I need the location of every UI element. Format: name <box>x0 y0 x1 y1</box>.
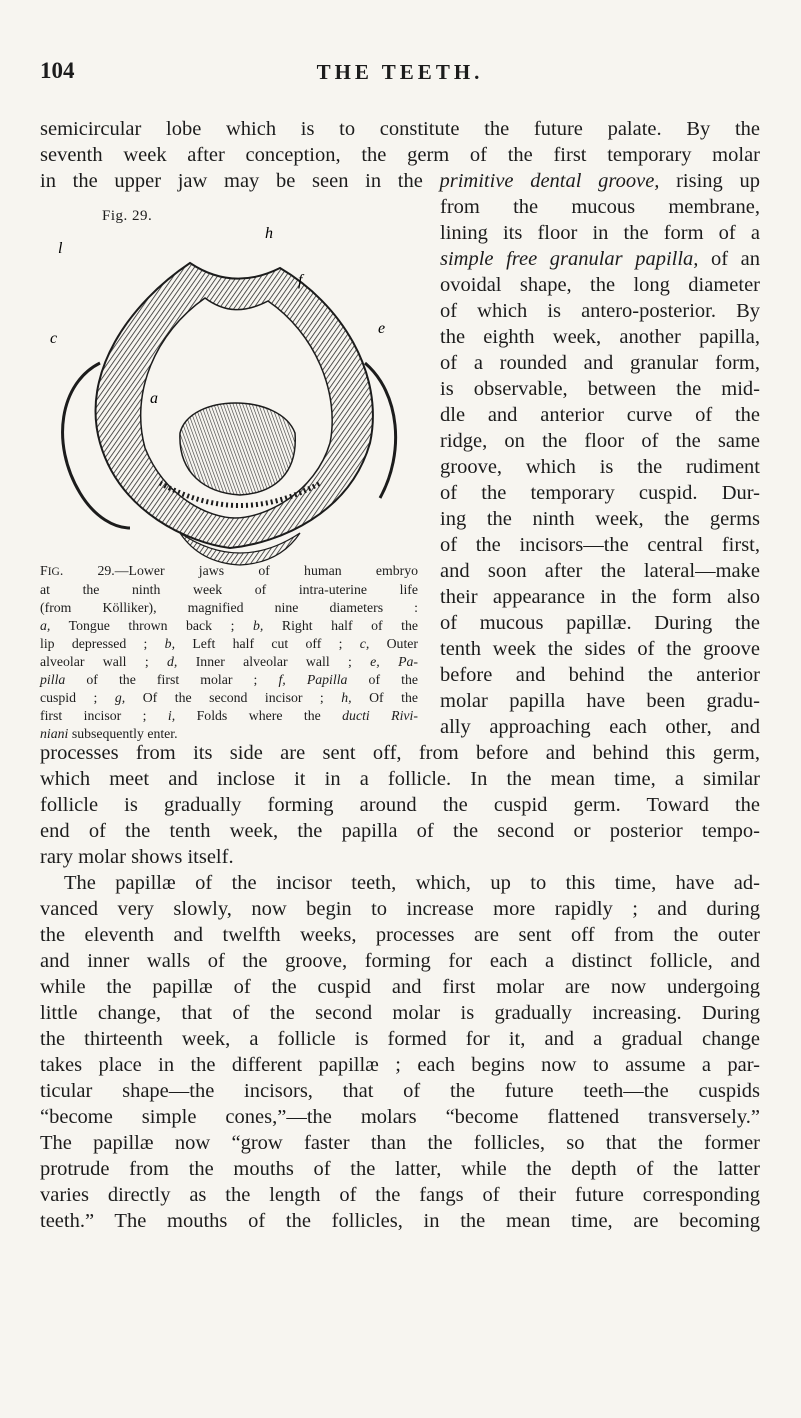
text-line: of a rounded and granular form, <box>440 352 760 374</box>
page-header <box>40 58 760 86</box>
text-line: teeth.” The mouths of the follicles, in the mean time, are becoming <box>40 1210 760 1232</box>
text-line: semicircular lobe which is to constitute the future palate. By the <box>40 118 760 140</box>
page-number: 104 <box>40 58 75 83</box>
figure-caption <box>40 562 418 743</box>
text-line: little change, that of the second molar is gradually increasing. During <box>40 1002 760 1024</box>
figure-label: Fig. 29. <box>102 208 153 224</box>
caption-line: FIG. 29.—Lower jaws of human embryo <box>40 563 418 578</box>
letter-e: e <box>378 320 386 337</box>
text-line: “become simple cones,”—the molars “become flattened transversely.” <box>40 1106 760 1128</box>
text-line: in the upper jaw may be seen in the primitive dental groove, rising up <box>40 170 760 192</box>
text-line: processes from its side are sent off, from before and behind this germ, <box>40 742 760 764</box>
caption-line: alveolar wall ; d, Inner alveolar wall ; e, Pa- <box>40 654 418 669</box>
text-line: The papillæ now “grow faster than the follicles, so that the former <box>40 1132 760 1154</box>
text-line: and soon after the lateral—make <box>440 560 760 582</box>
caption-line: lip depressed ; b, Left half cut off ; c, Outer <box>40 636 418 651</box>
text-line: follicle is gradually forming around the cuspid germ. Toward the <box>40 794 760 816</box>
text-line: of which is antero-posterior. By <box>440 300 760 322</box>
text-line: the eleventh and twelfth weeks, processes are sent off from the outer <box>40 924 760 946</box>
text-line: vanced very slowly, now begin to increase more rapidly ; and during <box>40 898 760 920</box>
text-line: dle and anterior curve of the <box>440 404 760 426</box>
text-line: groove, which is the rudiment <box>440 456 760 478</box>
text-line: which meet and inclose it in a follicle. In the mean time, a similar <box>40 768 760 790</box>
caption-line: pilla of the first molar ; f, Papilla of the <box>40 672 418 687</box>
text-line: takes place in the different papillæ ; each begins now to assume a par- <box>40 1054 760 1076</box>
letter-h: h <box>265 225 273 242</box>
text-line: from the mucous membrane, <box>440 196 760 218</box>
text-line: ridge, on the floor of the same <box>440 430 760 452</box>
emphasis-simple-free-granular-papilla: simple free granular papilla, <box>440 248 699 270</box>
caption-line: niani subsequently enter. <box>40 726 178 741</box>
text-line: while the papillæ of the cuspid and first molar are now undergoing <box>40 976 760 998</box>
paragraph-side <box>440 194 760 740</box>
letter-f: f <box>298 272 303 289</box>
caption-line: at the ninth week of intra-uterine life <box>40 582 418 597</box>
caption-line: a, Tongue thrown back ; b, Right half of the <box>40 618 418 633</box>
emphasis-primitive-dental-groove: primitive dental groove, <box>439 170 660 192</box>
paragraph-continued <box>40 740 760 870</box>
text-line: the eighth week, another papilla, <box>440 326 760 348</box>
running-head: THE TEETH. <box>316 60 484 84</box>
text-line: end of the tenth week, the papilla of the second or posterior tempo- <box>40 820 760 842</box>
text-line: simple free granular papilla, of an <box>440 248 760 270</box>
letter-a: a <box>150 390 158 407</box>
text-line: is observable, between the mid- <box>440 378 760 400</box>
text-line: lining its floor in the form of a <box>440 222 760 244</box>
text-line: before and behind the anterior <box>440 664 760 686</box>
text-line: rary molar shows itself. <box>40 846 234 868</box>
caption-line: (from Kölliker), magnified nine diameters : <box>40 600 418 615</box>
text-line: protrude from the mouths of the latter, while the depth of the latter <box>40 1158 760 1180</box>
paragraph-second <box>40 870 760 1234</box>
text-line: varies directly as the length of the fangs of their future corresponding <box>40 1184 760 1206</box>
text-line: of mucous papillæ. During the <box>440 612 760 634</box>
text-line: The papillæ of the incisor teeth, which, up to this time, have ad- <box>64 872 760 894</box>
text-line: their appearance in the form also <box>440 586 760 608</box>
text-line: seventh week after conception, the germ of the first temporary molar <box>40 144 760 166</box>
letter-l: l <box>58 240 63 257</box>
text-line: ally approaching each other, and <box>440 716 760 738</box>
text-line: molar papilla have been gradu- <box>440 690 760 712</box>
text-line: ticular shape—the incisors, that of the future teeth—the cuspids <box>40 1080 760 1102</box>
text-line: ing the ninth week, the germs <box>440 508 760 530</box>
text-line: the thirteenth week, a follicle is formed for it, and a gradual change <box>40 1028 760 1050</box>
paragraph-top <box>40 116 760 194</box>
text-line: of the incisors—the central first, <box>440 534 760 556</box>
caption-line: cuspid ; g, Of the second incisor ; h, Of the <box>40 690 418 705</box>
text-line: ovoidal shape, the long diameter <box>440 274 760 296</box>
text-line: of the temporary cuspid. Dur- <box>440 482 760 504</box>
letter-c: c <box>50 330 58 347</box>
text-line: and inner walls of the groove, forming for each a distinct follicle, and <box>40 950 760 972</box>
text-line: tenth week the sides of the groove <box>440 638 760 660</box>
caption-line: first incisor ; i, Folds where the ducti Rivi- <box>40 708 418 723</box>
